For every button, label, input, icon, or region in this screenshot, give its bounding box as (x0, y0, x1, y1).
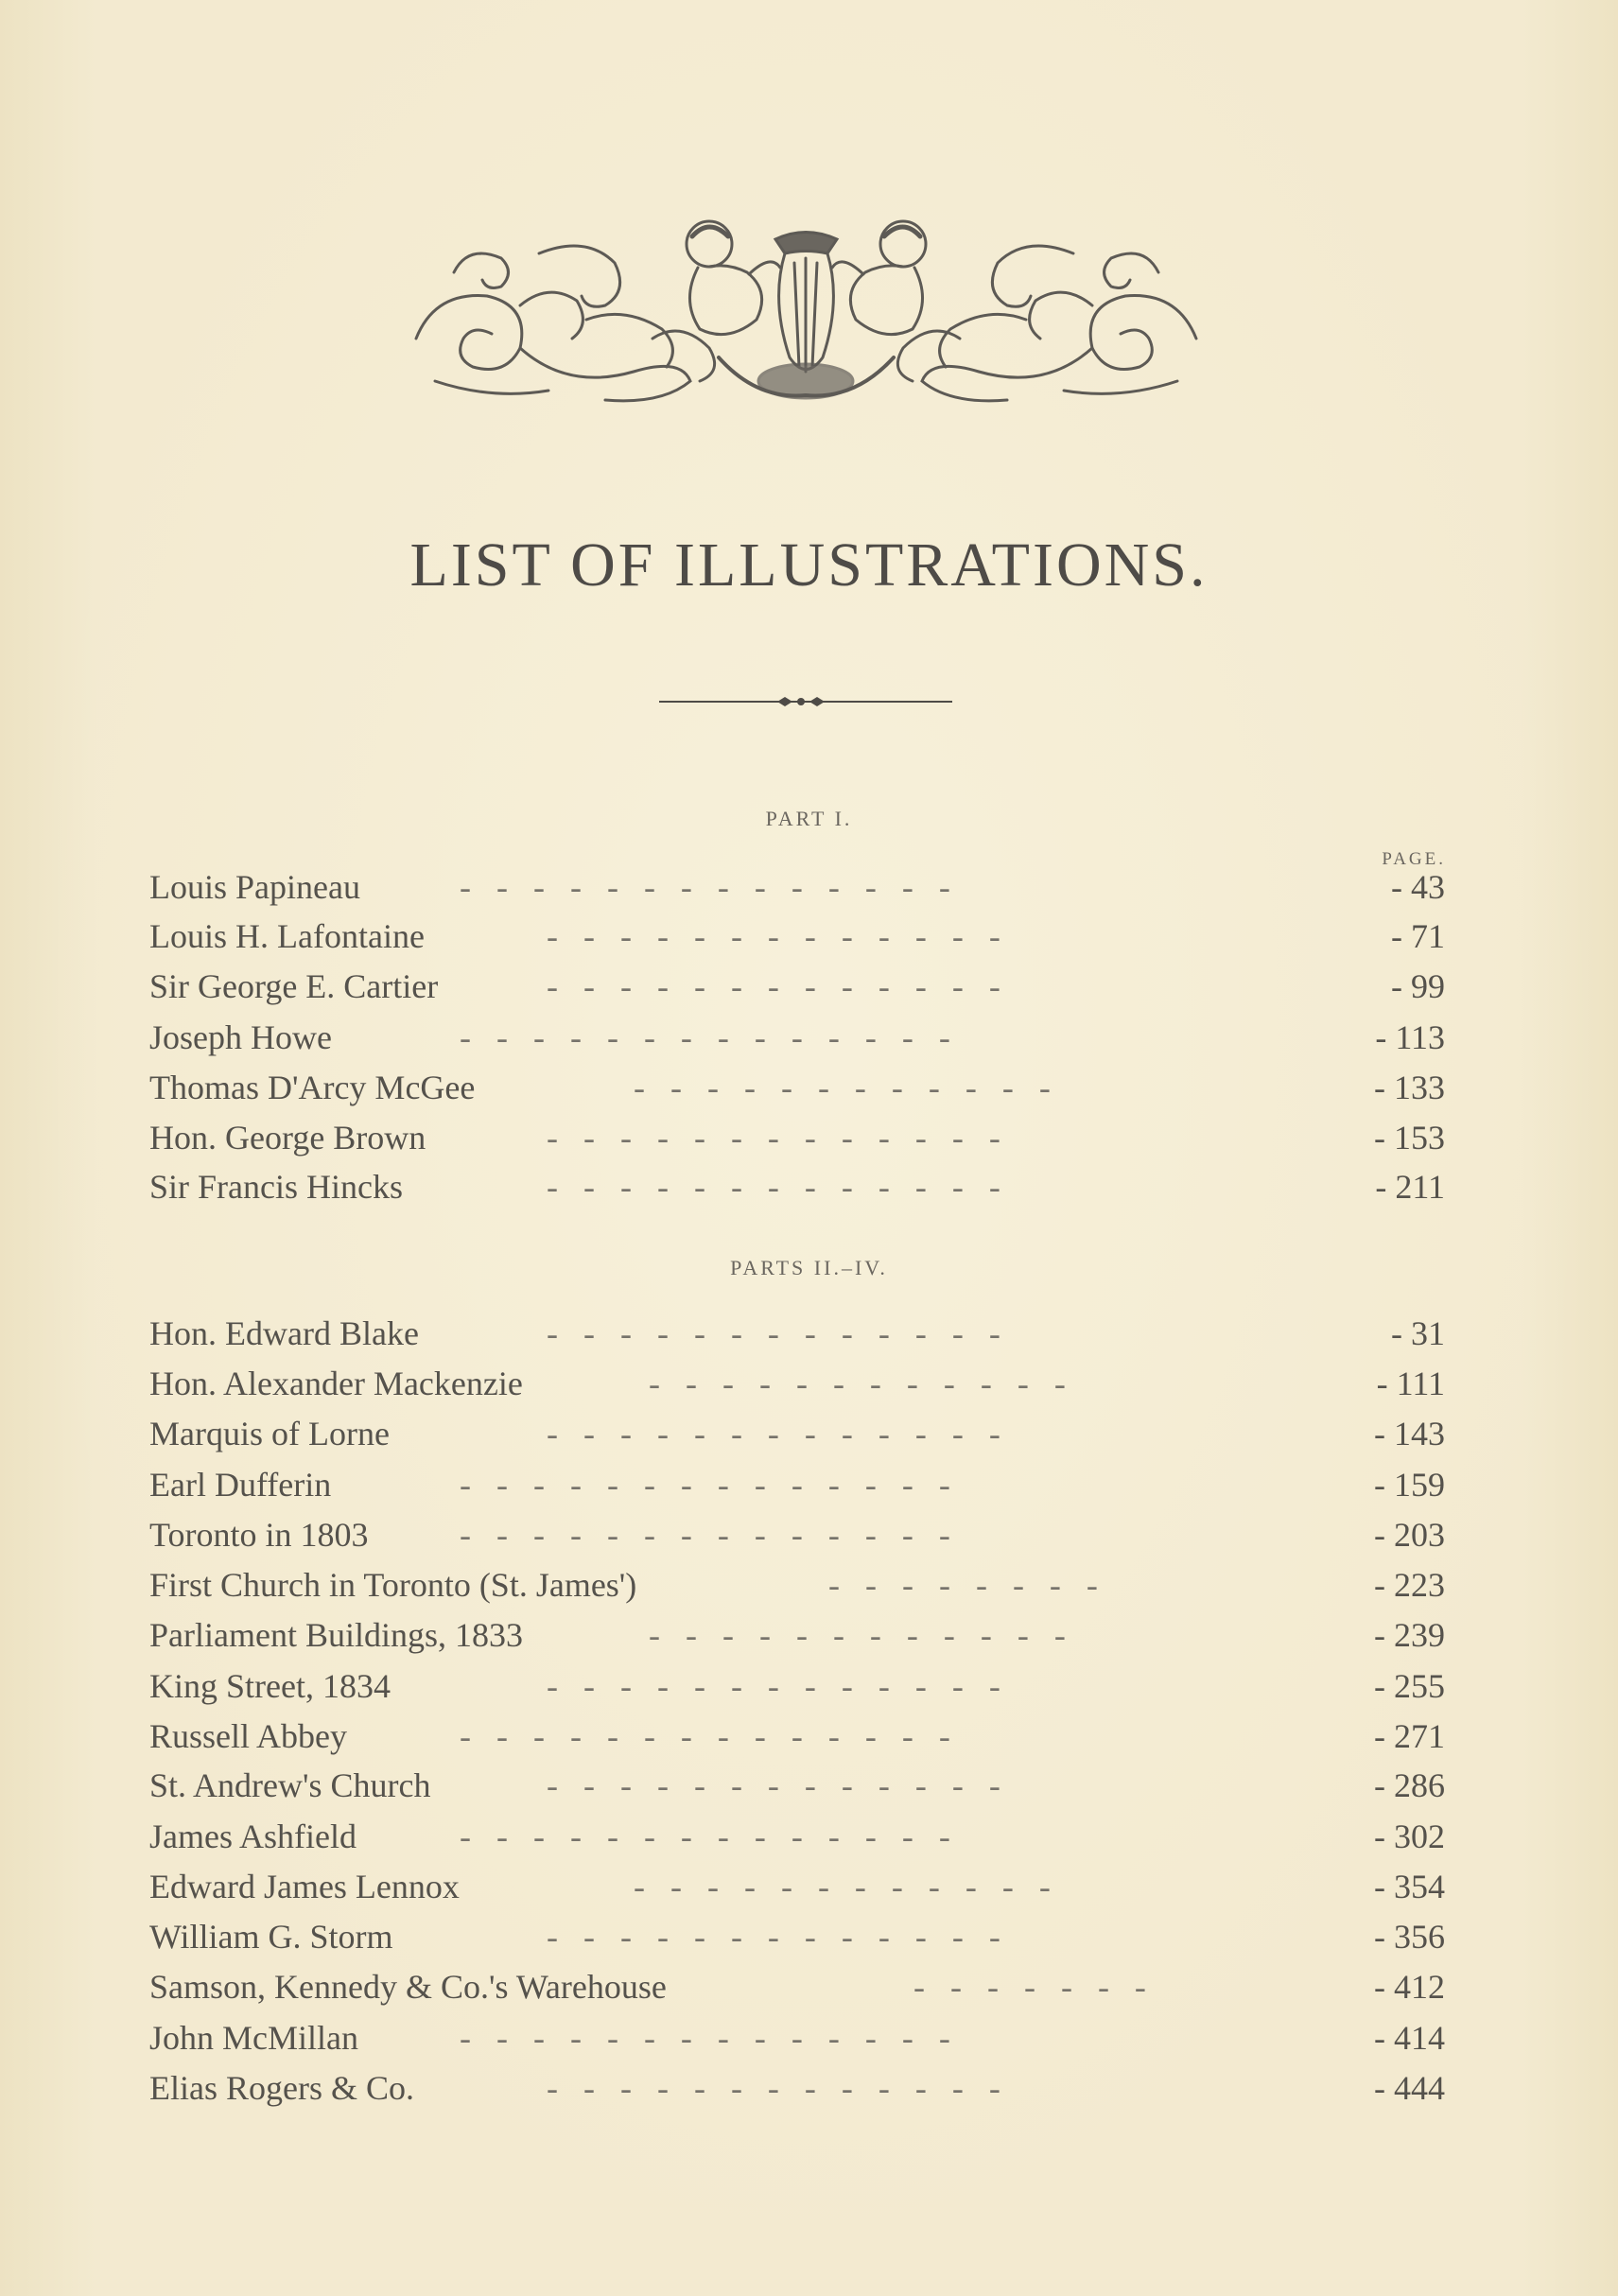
entry-page: - 99 (1391, 967, 1445, 1005)
list-item (149, 2064, 1445, 2112)
entry-name: Louis Papineau (149, 868, 360, 906)
list-item (149, 1114, 1445, 1161)
entry-name: Thomas D'Arcy McGee (149, 1069, 476, 1106)
entry-name: Edward James Lennox (149, 1868, 460, 1905)
entry-page: - 43 (1391, 868, 1445, 906)
list-item (149, 863, 1445, 911)
dot-leader: - - - - - - - - (828, 1566, 1098, 1604)
dot-leader: - - - - - - - - - - - - - (547, 917, 1000, 955)
list-item (149, 1762, 1445, 1809)
dot-leader: - - - - - - - - - - - - - (547, 1119, 1000, 1157)
entry-page: - 302 (1374, 1818, 1445, 1855)
entry-name: Louis H. Lafontaine (149, 917, 425, 955)
entry-page: - 143 (1374, 1415, 1445, 1452)
entry-page: - 286 (1374, 1766, 1445, 1804)
dot-leader: - - - - - - - - - - - - - (547, 967, 1000, 1005)
page-title: LIST OF ILLUSTRATIONS. (409, 531, 1209, 600)
dot-leader: - - - - - - - - - - - - - - (460, 1818, 950, 1855)
dot-leader: - - - - - - - - - - - - - - (460, 2019, 950, 2057)
list-item (149, 2014, 1445, 2061)
entry-name: Elias Rogers & Co. (149, 2069, 414, 2107)
list-item (149, 963, 1445, 1010)
dot-leader: - - - - - - - - - - - - (634, 1069, 1051, 1106)
entry-page: - 133 (1374, 1069, 1445, 1106)
entry-page: - 271 (1374, 1717, 1445, 1755)
list-item (149, 1963, 1445, 2010)
entry-page: - 354 (1374, 1868, 1445, 1905)
entry-name: Parliament Buildings, 1833 (149, 1616, 523, 1654)
dot-leader: - - - - - - - - - - - - - (547, 1918, 1000, 1956)
dot-leader: - - - - - - - - - - - - - - (460, 1018, 950, 1056)
list-item (149, 1163, 1445, 1210)
list-item (149, 913, 1445, 960)
headpiece-ornament-icon (397, 216, 1215, 409)
dot-leader: - - - - - - - (913, 1968, 1146, 2006)
dot-leader: - - - - - - - - - - - - - - (460, 868, 950, 906)
entry-name: St. Andrew's Church (149, 1766, 431, 1804)
entry-name: King Street, 1834 (149, 1667, 391, 1705)
entry-name: Hon. Edward Blake (149, 1314, 419, 1352)
entry-page: - 111 (1376, 1365, 1445, 1402)
entry-page: - 203 (1374, 1516, 1445, 1554)
entry-page: - 153 (1374, 1119, 1445, 1157)
entry-name: First Church in Toronto (St. James') (149, 1566, 637, 1604)
entry-name: Earl Dufferin (149, 1466, 332, 1504)
entry-name: Hon. Alexander Mackenzie (149, 1365, 523, 1402)
entry-page: - 71 (1391, 917, 1445, 955)
dot-leader: - - - - - - - - - - - - - (547, 1314, 1000, 1352)
section-label-part-1: PART I. (765, 807, 853, 830)
entry-name: Sir Francis Hincks (149, 1168, 403, 1206)
divider-rule-icon (659, 692, 952, 711)
dot-leader: - - - - - - - - - - - - - (547, 1168, 1000, 1206)
entry-page: - 414 (1374, 2019, 1445, 2057)
list-item (149, 1410, 1445, 1457)
list-item (149, 1461, 1445, 1508)
dot-leader: - - - - - - - - - - - - (649, 1365, 1066, 1402)
entry-name: Samson, Kennedy & Co.'s Warehouse (149, 1968, 667, 2006)
entry-name: Sir George E. Cartier (149, 967, 439, 1005)
dot-leader: - - - - - - - - - - - - - (547, 1415, 1000, 1452)
entry-page: - 113 (1375, 1018, 1445, 1056)
section-label-parts-2-4: PARTS II.–IV. (730, 1256, 888, 1279)
list-item (149, 1813, 1445, 1860)
entry-page: - 255 (1374, 1667, 1445, 1705)
entry-name: Hon. George Brown (149, 1119, 426, 1157)
dot-leader: - - - - - - - - - - - - - - (460, 1516, 950, 1554)
dot-leader: - - - - - - - - - - - - - (547, 1667, 1000, 1705)
list-item (149, 1014, 1445, 1061)
entry-page: - 412 (1374, 1968, 1445, 2006)
list-item (149, 1360, 1445, 1407)
entry-page: - 223 (1374, 1566, 1445, 1604)
dot-leader: - - - - - - - - - - - - - - (460, 1717, 950, 1755)
list-item (149, 1863, 1445, 1910)
entry-name: Joseph Howe (149, 1018, 332, 1056)
list-item (149, 1511, 1445, 1558)
entry-page: - 159 (1374, 1466, 1445, 1504)
entry-name: William G. Storm (149, 1918, 393, 1956)
dot-leader: - - - - - - - - - - - - - (547, 2069, 1000, 2107)
entry-name: James Ashfield (149, 1818, 357, 1855)
entry-name: John McMillan (149, 2019, 358, 2057)
entry-page: - 31 (1391, 1314, 1445, 1352)
list-item (149, 1561, 1445, 1609)
entry-name: Russell Abbey (149, 1717, 348, 1755)
entry-name: Marquis of Lorne (149, 1415, 390, 1452)
list-item (149, 1662, 1445, 1710)
list-item (149, 1913, 1445, 1960)
entry-page: - 211 (1375, 1168, 1445, 1206)
list-item (149, 1713, 1445, 1760)
list-item (149, 1611, 1445, 1659)
list-item (149, 1310, 1445, 1357)
page-column-heading: PAGE. (1382, 849, 1446, 869)
entry-page: - 444 (1374, 2069, 1445, 2107)
entry-page: - 239 (1374, 1616, 1445, 1654)
dot-leader: - - - - - - - - - - - - (649, 1616, 1066, 1654)
entry-name: Toronto in 1803 (149, 1516, 369, 1554)
list-item (149, 1064, 1445, 1111)
entry-page: - 356 (1374, 1918, 1445, 1956)
dot-leader: - - - - - - - - - - - - (634, 1868, 1051, 1905)
dot-leader: - - - - - - - - - - - - - (547, 1766, 1000, 1804)
dot-leader: - - - - - - - - - - - - - - (460, 1466, 950, 1504)
